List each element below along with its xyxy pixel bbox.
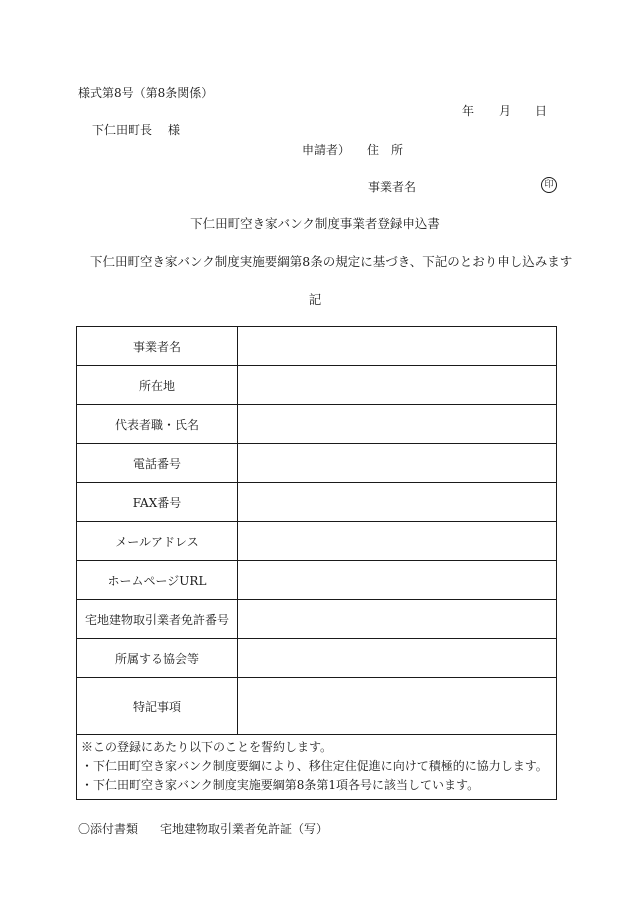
table-row <box>77 639 557 678</box>
row-label-email: メールアドレス <box>77 522 238 561</box>
row-value-special-notes[interactable] <box>238 678 557 735</box>
applicant-label: 申請者） <box>302 143 351 157</box>
address-label-1: 住 <box>367 143 380 157</box>
date-year-label: 年 <box>462 104 475 118</box>
table-row <box>77 327 557 366</box>
row-value-representative[interactable] <box>238 405 557 444</box>
row-label-homepage: ホームページURL <box>77 561 238 600</box>
table-row <box>77 483 557 522</box>
table-row <box>77 561 557 600</box>
address-label-2: 所 <box>391 143 404 157</box>
row-value-license-number[interactable] <box>238 600 557 639</box>
row-label-location: 所在地 <box>77 366 238 405</box>
business-name-label: 事業者名 <box>368 180 417 194</box>
registration-table <box>76 326 557 800</box>
date-month-label: 月 <box>499 104 512 118</box>
addressee-name: 下仁田町長 <box>92 123 153 137</box>
row-value-association[interactable] <box>238 639 557 678</box>
row-label-special-notes: 特記事項 <box>77 678 238 735</box>
lead-text: 下仁田町空き家バンク制度実施要綱第8条の規定に基づき、下記のとおり申し込みます <box>90 254 573 269</box>
attachments-item: 宅地建物取引業者免許証（写） <box>160 822 329 836</box>
row-value-email[interactable] <box>238 522 557 561</box>
row-label-business-name: 事業者名 <box>77 327 238 366</box>
addressee <box>92 123 180 137</box>
document-title: 下仁田町空き家バンク制度事業者登録申込書 <box>190 216 440 231</box>
row-value-homepage[interactable] <box>238 561 557 600</box>
address-label <box>367 143 403 157</box>
row-value-business-name[interactable] <box>238 327 557 366</box>
row-label-phone: 電話番号 <box>77 444 238 483</box>
row-label-representative: 代表者職・氏名 <box>77 405 238 444</box>
table-row <box>77 678 557 735</box>
attachments <box>78 822 328 836</box>
table-row <box>77 522 557 561</box>
row-value-fax[interactable] <box>238 483 557 522</box>
row-label-association: 所属する協会等 <box>77 639 238 678</box>
table-row <box>77 444 557 483</box>
row-label-license-number: 宅地建物取引業者免許番号 <box>77 600 238 639</box>
pledge-line: ※この登録にあたり以下のことを誓約します。 <box>81 740 333 754</box>
table-row <box>77 600 557 639</box>
ki-marker: 記 <box>308 292 322 307</box>
row-value-location[interactable] <box>238 366 557 405</box>
table-row <box>77 405 557 444</box>
attachments-label: 〇添付書類 <box>78 822 139 836</box>
pledge-line: ・下仁田町空き家バンク制度実施要綱第8条第1項各号に該当しています。 <box>81 778 480 792</box>
row-label-fax: FAX番号 <box>77 483 238 522</box>
pledge-cell <box>77 735 557 800</box>
form-number: 様式第8号（第8条関係） <box>78 86 214 100</box>
pledge-line: ・下仁田町空き家バンク制度要綱により、移住定住促進に向けて積極的に協力します。 <box>81 759 548 773</box>
table-row <box>77 366 557 405</box>
row-value-phone[interactable] <box>238 444 557 483</box>
seal-mark: 印 <box>541 177 557 193</box>
date-day-label: 日 <box>535 104 548 118</box>
addressee-honorific: 様 <box>168 123 181 137</box>
pledge-row <box>77 735 557 800</box>
